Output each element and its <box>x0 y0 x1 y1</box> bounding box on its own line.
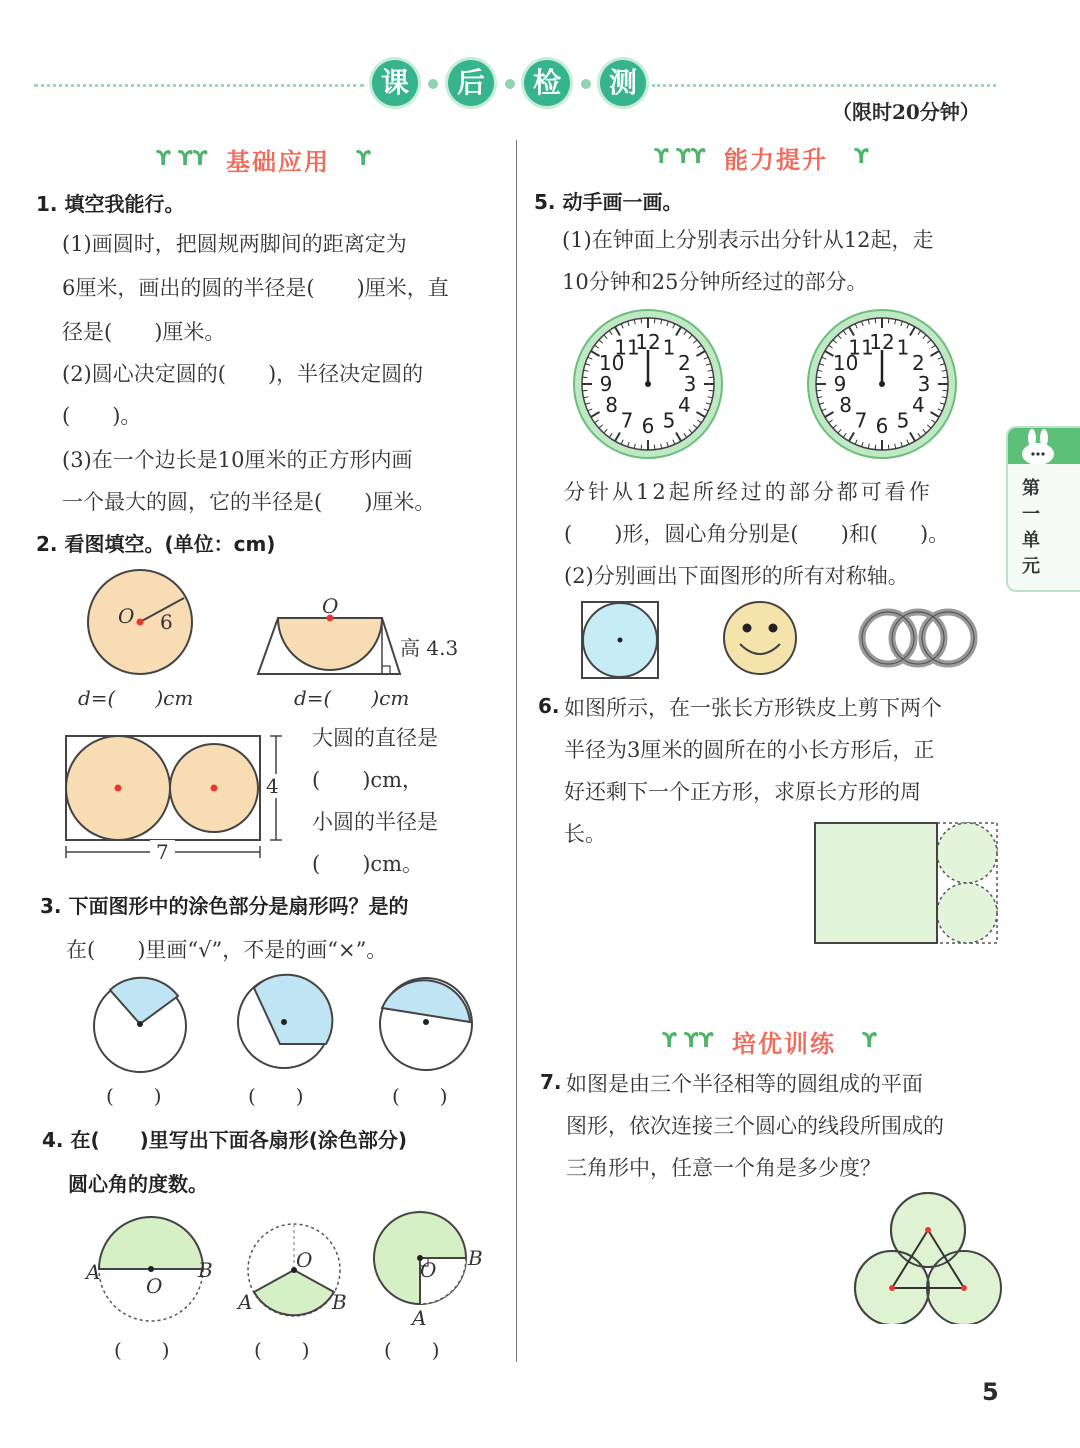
clock-tick <box>641 445 642 450</box>
sprout-icon: ϒ ϒϒ <box>654 144 706 168</box>
clock-number: 3 <box>917 372 931 396</box>
q2-rect-height-label: 4 <box>266 774 279 798</box>
q7-line: 三角形中，任意一个角是多少度？ <box>566 1156 881 1180</box>
q4-label-o3: O <box>420 1258 437 1282</box>
clock-number: 1 <box>896 335 910 360</box>
q4-label-a3: A <box>412 1306 427 1330</box>
q5-line: 10分钟和25分钟所经过的部分。 <box>562 270 868 294</box>
q3-line2: 在( )里画“√”，不是的画“×”。 <box>66 938 388 962</box>
q7-line: 如图是由三个半径相等的圆组成的平面 <box>566 1072 923 1096</box>
clock-number: 1 <box>662 335 676 360</box>
header-title-char-3: 检 <box>524 60 570 106</box>
clock-tick <box>654 318 655 323</box>
clock-number: 12 <box>869 330 895 354</box>
q4-label-a2: A <box>238 1290 253 1314</box>
clock-number: 8 <box>605 393 618 417</box>
q1-line: (1)画圆时，把圆规两脚间的距离定为 <box>62 232 407 256</box>
q6-line: 好还剩下一个正方形，求原长方形的周 <box>564 780 921 804</box>
clock-number: 7 <box>620 408 634 433</box>
clock-number: 12 <box>635 330 661 354</box>
clock-number: 2 <box>912 351 925 375</box>
section-title-ability: 能力提升 <box>724 146 828 174</box>
q4-label-b3: B <box>468 1246 483 1270</box>
q2-rect-line: ( )cm。 <box>312 852 424 876</box>
clock-number: 3 <box>683 372 697 396</box>
header-title-char-2: 后 <box>448 60 494 106</box>
header-dotted-line-right <box>652 84 996 87</box>
q1-line: 一个最大的圆，它的半径是( )厘米。 <box>62 490 436 514</box>
column-divider <box>516 140 517 1362</box>
q5-square-circle-figure[interactable] <box>580 600 660 680</box>
clock-number: 5 <box>896 408 910 433</box>
q7-title: 7. <box>540 1070 562 1094</box>
clock-tick <box>816 377 821 378</box>
q4-label-a1: A <box>86 1260 101 1284</box>
time-limit: （限时20分钟） <box>832 100 980 124</box>
clock-tick <box>816 390 821 391</box>
bunny-icon <box>1008 428 1080 464</box>
q4-blank[interactable]: ( ) <box>114 1338 170 1362</box>
clock-tick <box>943 390 948 391</box>
q6-line: 半径为3厘米的圆所在的小长方形后，正 <box>564 738 935 762</box>
smiley-face-figure[interactable] <box>720 600 800 680</box>
three-rings-figure[interactable] <box>856 606 980 670</box>
q5-after-line: 分针从12起所经过的部分都可看作 <box>564 480 933 504</box>
clock-tick <box>888 445 889 450</box>
clock-number: 11 <box>614 335 640 360</box>
q3-title: 3. 下面图形中的涂色部分是扇形吗？是的 <box>40 894 409 918</box>
q2-title: 2. 看图填空。(单位：cm) <box>36 532 276 556</box>
q3-figure-1 <box>90 976 190 1076</box>
q3-figure-3 <box>376 974 476 1074</box>
header-separator-dot <box>581 79 591 89</box>
q5-title: 5. 动手画一画。 <box>534 190 683 214</box>
clock-number: 9 <box>833 372 847 396</box>
section-title-excellence: 培优训练 <box>732 1030 836 1058</box>
clock-number: 2 <box>678 351 691 375</box>
clock-tick <box>875 318 876 323</box>
clock-tick <box>582 390 587 391</box>
q1-line: (2)圆心决定圆的( )，半径决定圆的 <box>62 362 424 386</box>
header-separator-dot <box>505 79 515 89</box>
q2-circle-center-label: O <box>118 604 135 628</box>
clock-center <box>645 381 651 387</box>
q6-line: 如图所示，在一张长方形铁皮上剪下两个 <box>564 696 942 720</box>
clock-tick <box>888 318 889 323</box>
q4-line2: 圆心角的度数。 <box>68 1172 208 1196</box>
clock-tick <box>875 445 876 450</box>
clock-face-2[interactable] <box>804 306 960 462</box>
q2-semicircle-center-label: O <box>322 594 339 618</box>
header-title-char-4: 测 <box>600 60 646 106</box>
q1-line: ( )。 <box>62 404 142 428</box>
clock-tick <box>654 445 655 450</box>
q1-line: 径是( )厘米。 <box>62 320 226 344</box>
sprout-icon: ϒ ϒϒ <box>156 146 208 170</box>
q7-three-circles-figure <box>852 1190 1004 1324</box>
q4-title: 4. 在( )里写出下面各扇形(涂色部分) <box>42 1128 408 1152</box>
q5-line: (1)在钟面上分别表示出分针从12起，走 <box>562 228 934 252</box>
q2-rect-line: 大圆的直径是 <box>312 726 438 750</box>
q2-rect-line: ( )cm， <box>312 768 424 792</box>
q4-blank[interactable]: ( ) <box>254 1338 310 1362</box>
page-number: 5 <box>982 1378 999 1406</box>
q1-title: 1. 填空我能行。 <box>36 192 185 216</box>
sprout-icon: ϒ <box>862 1028 877 1052</box>
sprout-icon: ϒ ϒϒ <box>662 1028 714 1052</box>
clock-number: 7 <box>854 408 868 433</box>
q4-figure-2 <box>244 1220 344 1320</box>
q6-title: 6. <box>538 694 560 718</box>
q2-semicircle-height-label: 高 4.3 <box>400 636 459 660</box>
clock-tick <box>709 377 714 378</box>
q4-blank[interactable]: ( ) <box>384 1338 440 1362</box>
q2-semicircle-answer: d=( )cm <box>294 686 410 710</box>
clock-center <box>879 381 885 387</box>
clock-tick <box>641 318 642 323</box>
q5-after-line: ( )形，圆心角分别是( )和( )。 <box>564 522 950 546</box>
sprout-icon: ϒ <box>854 144 869 168</box>
clock-face-1[interactable] <box>570 306 726 462</box>
q2-circle-figure <box>80 566 200 682</box>
clock-tick <box>582 377 587 378</box>
q4-label-o2: O <box>296 1248 313 1272</box>
clock-number: 10 <box>832 351 859 375</box>
q2-rect-line: 小圆的半径是 <box>312 810 438 834</box>
q7-line: 图形，依次连接三个圆心的线段所围成的 <box>566 1114 944 1138</box>
q3-blank[interactable]: ( ) <box>392 1084 448 1108</box>
clock-number: 10 <box>598 351 625 375</box>
q2-rect-width-label: 7 <box>150 840 175 864</box>
clock-tick <box>943 377 948 378</box>
clock-number: 11 <box>848 335 874 360</box>
clock-tick <box>709 390 714 391</box>
q4-label-b2: B <box>332 1290 347 1314</box>
q2-circle-radius-label: 6 <box>160 610 173 634</box>
q4-label-b1: B <box>198 1258 213 1282</box>
header-separator-dot <box>428 79 438 89</box>
clock-number: 4 <box>678 393 691 417</box>
q4-label-o1: O <box>146 1274 163 1298</box>
unit-side-tab <box>1006 426 1080 592</box>
q2-rectangle-figure <box>60 730 290 862</box>
q4-figure-1 <box>96 1214 206 1324</box>
sprout-icon: ϒ <box>356 146 371 170</box>
q1-line: 6厘米，画出的圆的半径是( )厘米，直 <box>62 276 449 300</box>
clock-number: 6 <box>641 414 655 438</box>
section-title-basic: 基础应用 <box>226 148 330 176</box>
q1-line: (3)在一个边长是10厘米的正方形内画 <box>62 448 413 472</box>
q6-line: 长。 <box>564 822 606 846</box>
unit-label: 第一单元 <box>1022 478 1040 577</box>
q2-circle-answer: d=( )cm <box>78 686 194 710</box>
header-dotted-line-left <box>34 84 364 87</box>
q3-figure-2 <box>234 972 334 1072</box>
header-title-char-1: 课 <box>372 60 418 106</box>
clock-number: 5 <box>662 408 676 433</box>
q3-blank[interactable]: ( ) <box>248 1084 304 1108</box>
q3-blank[interactable]: ( ) <box>106 1084 162 1108</box>
clock-number: 9 <box>599 372 613 396</box>
clock-number: 6 <box>875 414 889 438</box>
q5-after-line: (2)分别画出下面图形的所有对称轴。 <box>564 564 909 588</box>
clock-number: 8 <box>839 393 852 417</box>
q6-rectangle-figure <box>812 820 1002 946</box>
clock-number: 4 <box>912 393 925 417</box>
q2-semicircle-figure <box>254 610 404 678</box>
